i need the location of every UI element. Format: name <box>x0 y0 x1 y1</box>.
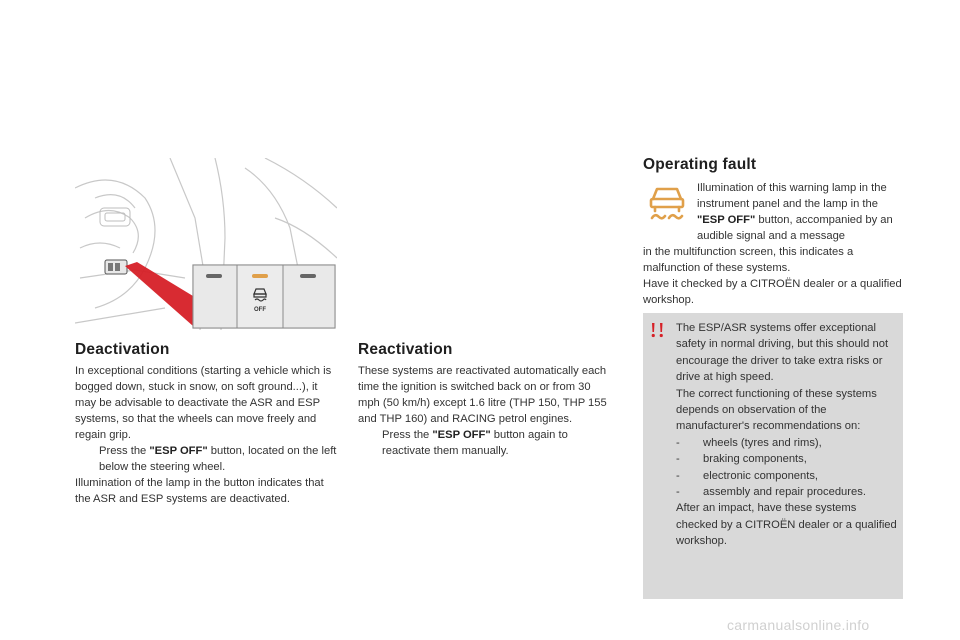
fault-rest: in the multifunction screen, this indicates a malfunction of these systems. Have it checked by a CITROËN dealer or a qualified workshop. <box>643 244 913 308</box>
deactivation-section <box>75 363 341 507</box>
warning-list-item: - assembly and repair procedures. <box>676 486 866 499</box>
deactivation-closing: Illumination of the lamp in the button indicates that the ASR and ESP systems are deactivated. <box>75 477 324 505</box>
footer-watermark: carmanualsonline.info <box>727 617 870 633</box>
illustration-button-label: OFF <box>254 307 266 313</box>
warning-lead-2: The correct functioning of these systems depends on observation of the manufacturer's recommendations on: <box>676 387 877 433</box>
reactivation-paragraph: These systems are reactivated automatically each time the ignition is switched back on or from 30 mph (50 km/h) except 1.6 litre (THP 150, THP 155 and THP 160) and RACING petrol engines. <box>358 365 607 425</box>
fault-intro: Illumination of this warning lamp in the instrument panel and the lamp in the "ESP OFF" button, accompanied by an audible signal and a message <box>697 182 893 242</box>
deactivation-step: Press the "ESP OFF" button, located on the left below the steering wheel. <box>99 445 337 473</box>
operating-fault-heading: Operating fault <box>643 156 757 173</box>
warning-text <box>676 320 898 550</box>
warning-list-item: - braking components, <box>676 453 807 466</box>
reactivation-section <box>358 363 608 459</box>
esp-off-button-illustration <box>75 158 337 330</box>
small-button-location <box>105 260 127 274</box>
fault-advice: Have it checked by a CITROËN dealer or a qualified workshop. <box>643 278 902 306</box>
reactivation-step: Press the "ESP OFF" button again to reactivate them manually. <box>382 429 568 457</box>
reactivation-heading: Reactivation <box>358 341 453 358</box>
deactivation-heading: Deactivation <box>75 341 170 358</box>
callout-pointer <box>125 262 193 326</box>
warning-list-item: - wheels (tyres and rims), <box>676 436 822 449</box>
warning-list-item: - electronic components, <box>676 469 819 482</box>
warning-lead: The ESP/ASR systems offer exceptional safety in normal driving, but this should not encourage the driver to take extra risks or drive at high speed. <box>676 322 889 384</box>
deactivation-paragraph: In exceptional conditions (starting a vehicle which is bogged down, stuck in snow, on soft ground...), it may be advisable to deactivate the ASR and ESP systems, so that the wheels can move freely and regain grip. <box>75 365 332 441</box>
warning-exclamation-icon <box>649 321 669 339</box>
warning-closing: After an impact, have these systems checked by a CITROËN dealer or a qualified workshop. <box>676 502 897 548</box>
esp-warning-lamp-icon <box>646 182 688 224</box>
